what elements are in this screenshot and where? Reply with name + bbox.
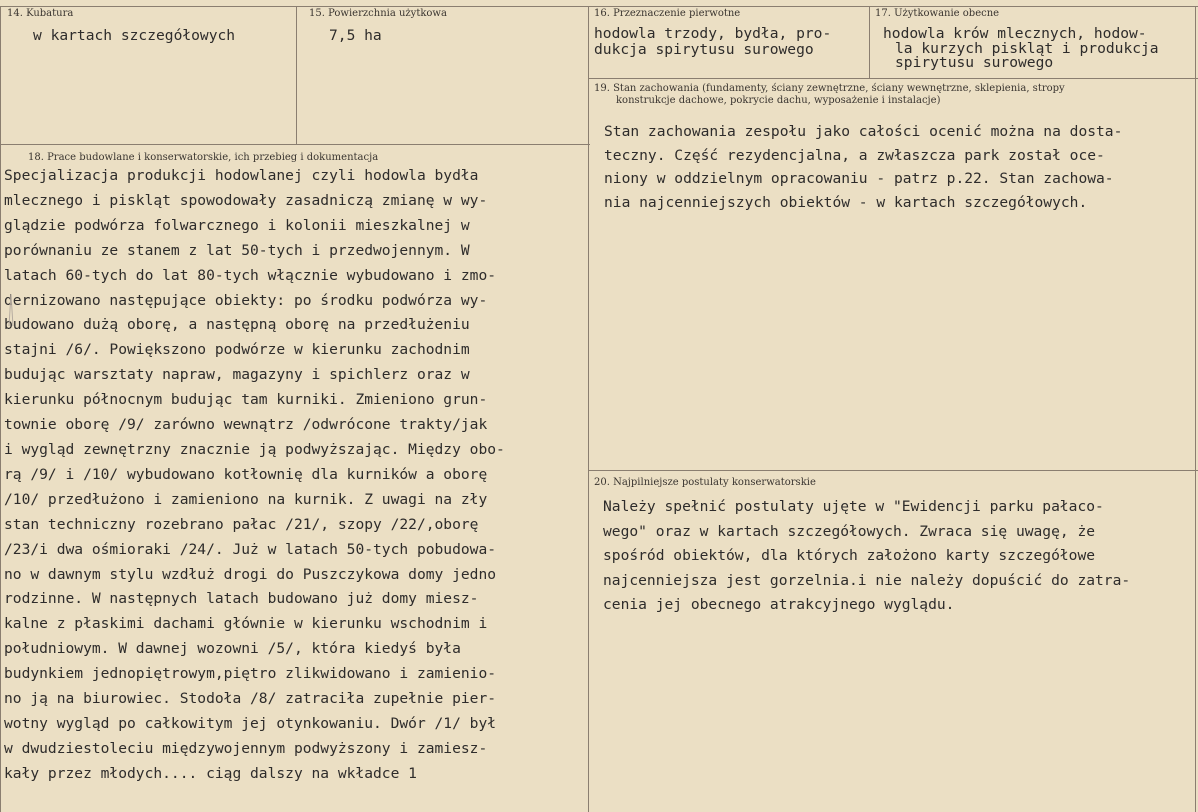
right-border bbox=[1195, 6, 1196, 812]
field-16-value bbox=[594, 26, 866, 58]
field-18-line: glądzie podwórza folwarcznego i kolonii mieszkalnej w bbox=[4, 216, 470, 234]
field-17-value bbox=[883, 26, 1195, 70]
field-20-label: 20. Najpilniejsze postulaty konserwatorskie bbox=[594, 477, 816, 488]
field-18-line: wotny wygląd po całkowitym jej otynkowaniu. Dwór /1/ był bbox=[4, 714, 497, 732]
field-18-line: porównaniu ze stanem z lat 50-tych i przedwojennym. W bbox=[4, 241, 470, 259]
field-16-label: 16. Przeznaczenie pierwotne bbox=[594, 8, 741, 19]
field-18-line: budując warsztaty napraw, magazyny i spichlerz oraz w bbox=[4, 366, 470, 384]
field-17-line: hodowla krów mlecznych, hodow- bbox=[883, 25, 1147, 42]
field-19-line: Stan zachowania zespołu jako całości ocenić można na dosta- bbox=[604, 123, 1123, 140]
field-20-line: cenia jej obecnego atrakcyjnego wyglądu. bbox=[603, 596, 955, 613]
field-18-line: no ją na biurowiec. Stodoła /8/ zatraciła zupełnie pier- bbox=[4, 690, 497, 708]
main-vertical-divider bbox=[588, 6, 589, 812]
field-18-line: budowano dużą oborę, a następną oborę na przedłużeniu bbox=[4, 316, 470, 334]
field-15-label: 15. Powierzchnia użytkowa bbox=[309, 8, 447, 19]
field-19-line: nia najcenniejszych obiektów - w kartach szczegółowych. bbox=[604, 193, 1088, 211]
field-19-value bbox=[604, 120, 1192, 214]
field-18-value bbox=[4, 164, 588, 787]
field-18-line: południowym. W dawnej wozowni /5/, która kiedyś była bbox=[4, 640, 461, 658]
field-19-label-line: 19. Stan zachowania (fundamenty, ściany zewnętrzne, ściany wewnętrzne, sklepienia, stropy bbox=[594, 83, 1065, 94]
field-15-powierzchnia bbox=[309, 8, 584, 45]
left-border bbox=[0, 6, 1, 812]
field-20-line: Należy spełnić postulaty ujęte w "Ewidencji parku pałaco- bbox=[603, 498, 1104, 515]
field-14-value: w kartach szczegółowych bbox=[33, 27, 236, 44]
field-18-line: townie oborę /9/ zarówno wewnątrz /odwrócone trakty/jak bbox=[4, 416, 488, 434]
pencil-mark-icon bbox=[6, 292, 16, 328]
field-18-line: kały przez młodych.... ciąg dalszy na wkładce 1 bbox=[4, 764, 417, 782]
field-20-postulaty bbox=[594, 477, 1192, 618]
field-16-line: hodowla trzody, bydła, pro- bbox=[594, 25, 832, 42]
field-18-line: rodzinne. W następnych latach budowano już domy miesz- bbox=[4, 590, 479, 608]
field-20-line: wego" oraz w kartach szczegółowych. Zwraca się uwagę, że bbox=[603, 522, 1096, 540]
divider-14-15 bbox=[296, 6, 297, 144]
field-16-przeznaczenie bbox=[594, 8, 866, 58]
field-19-label-line: konstrukcje dachowe, pokrycie dachu, wyposażenie i instalacje) bbox=[616, 95, 941, 106]
field-18-line: kierunku północnym budując tam kurniki. Zmieniono grun- bbox=[4, 391, 488, 409]
field-18-line: stajni /6/. Powiększono podwórze w kierunku zachodnim bbox=[4, 341, 470, 359]
field-18-line: kalne z płaskimi dachami głównie w kierunku wschodnim i bbox=[4, 615, 488, 633]
field-17-line: spirytusu surowego bbox=[895, 54, 1054, 71]
field-18-line: no w dawnym stylu wzdłuż drogi do Puszczykowa domy jedno bbox=[4, 565, 497, 583]
field-18-line: i wygląd zewnętrzny znacznie ją podwyższając. Między obo- bbox=[4, 440, 505, 458]
field-20-value bbox=[603, 495, 1192, 618]
divider-row-top bbox=[588, 78, 1198, 79]
field-17-label: 17. Użytkowanie obecne bbox=[875, 8, 1000, 19]
field-18-label: 18. Prace budowlane i konserwatorskie, ich przebieg i dokumentacja bbox=[28, 152, 379, 163]
field-15-value: 7,5 ha bbox=[329, 27, 382, 44]
field-18-line: stan techniczny rozebrano pałac /21/, szopy /22/,oborę bbox=[4, 515, 479, 533]
field-18-line: budynkiem jednopiętrowym,piętro zlikwidowano i zamienio- bbox=[4, 665, 497, 683]
field-18-line: /23/i dwa ośmioraki /24/. Już w latach 50-tych pobudowa- bbox=[4, 540, 497, 558]
field-17-line: la kurzych piskląt i produkcja bbox=[895, 40, 1159, 57]
field-18-line: latach 60-tych do lat 80-tych włącznie wybudowano i zmo- bbox=[4, 266, 497, 284]
field-14-kubatura bbox=[7, 8, 292, 45]
field-18-line: w dwudziestoleciu międzywojennym podwyższony i zamiesz- bbox=[4, 739, 488, 757]
field-19-stan-zachowania bbox=[594, 83, 1192, 214]
divider-16-17 bbox=[869, 6, 870, 78]
divider-left-header bbox=[0, 144, 590, 145]
field-18-prace-budowlane bbox=[4, 152, 588, 787]
field-18-line: /10/ przedłużono i zamieniono na kurnik. Z uwagi na zły bbox=[4, 490, 488, 508]
field-20-line: spośród obiektów, dla których założono karty szczegółowe bbox=[603, 547, 1096, 564]
divider-19-20 bbox=[588, 470, 1198, 471]
field-14-label: 14. Kubatura bbox=[7, 8, 74, 19]
field-18-line: rą /9/ i /10/ wybudowano kotłownię dla kurników a oborę bbox=[4, 465, 488, 483]
field-19-line: niony w oddzielnym opracowaniu - patrz p.22. Stan zachowa- bbox=[604, 170, 1114, 187]
field-18-line: mlecznego i piskląt spowodowały zasadniczą zmianę w wy- bbox=[4, 191, 488, 209]
field-20-line: najcenniejsza jest gorzelnia.i nie należy dopuścić do zatra- bbox=[603, 571, 1131, 589]
field-16-line: dukcja spirytusu surowego bbox=[594, 41, 814, 58]
field-18-line: dernizowano następujące obiekty: po środku podwórza wy- bbox=[4, 291, 488, 309]
field-19-line: teczny. Część rezydencjalna, a zwłaszcza park został oce- bbox=[604, 146, 1105, 164]
field-17-uzytkowanie bbox=[875, 8, 1195, 70]
field-18-line: Specjalizacja produkcji hodowlanej czyli hodowla bydła bbox=[4, 167, 479, 184]
